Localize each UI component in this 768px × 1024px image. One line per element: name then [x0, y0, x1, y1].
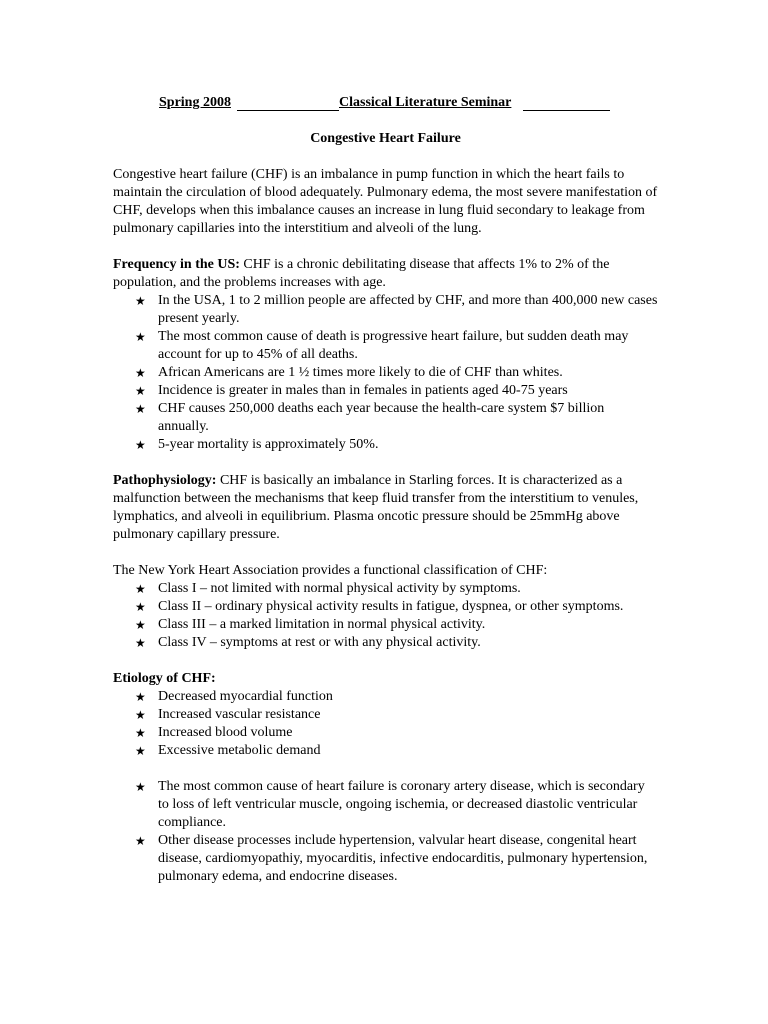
star-bullet-icon: ★	[135, 726, 146, 740]
list-item: ★ Incidence is greater in males than in females in patients aged 40-75 years	[135, 383, 568, 398]
star-bullet-icon: ★	[135, 330, 146, 344]
list-item: ★ Class I – not limited with normal physical activity by symptoms.	[135, 581, 521, 596]
star-bullet-icon: ★	[135, 438, 146, 452]
header-course: Classical Literature Seminar	[339, 95, 512, 110]
etiology-causes-list	[113, 778, 658, 886]
star-bullet-icon: ★	[135, 600, 146, 614]
nyha-intro: The New York Heart Association provides a functional classification of CHF:	[113, 563, 548, 578]
document-page	[113, 94, 658, 886]
star-bullet-icon: ★	[135, 636, 146, 650]
list-item: ★ 5-year mortality is approximately 50%.	[135, 437, 379, 452]
list-item: ★ The most common cause of death is progressive heart failure, but sudden death may account for up to 45% of all deaths.	[135, 329, 629, 362]
star-bullet-icon: ★	[135, 744, 146, 758]
header-underline-tail	[523, 110, 610, 111]
frequency-list	[113, 292, 658, 454]
nyha-list	[113, 580, 658, 652]
list-item: ★ Other disease processes include hypertension, valvular heart disease, congenital heart disease, cardiomyopathiy, myocarditis, infective endocarditis, pulmonary hypertension, pulmonary edema, and endocrine diseases.	[135, 833, 648, 884]
document-title: Congestive Heart Failure	[310, 131, 461, 146]
star-bullet-icon: ★	[135, 384, 146, 398]
list-item: ★ Increased blood volume	[135, 725, 293, 740]
list-item: ★ Decreased myocardial function	[135, 689, 333, 704]
star-bullet-icon: ★	[135, 366, 146, 380]
list-item: ★ CHF causes 250,000 deaths each year because the health-care system $7 billion annually.	[135, 401, 605, 434]
frequency-paragraph	[113, 256, 658, 292]
list-item: ★ Class IV – symptoms at rest or with any physical activity.	[135, 635, 481, 650]
list-item: ★ In the USA, 1 to 2 million people are affected by CHF, and more than 400,000 new cases present yearly.	[135, 293, 658, 326]
star-bullet-icon: ★	[135, 582, 146, 596]
etiology-heading: Etiology of CHF:	[113, 671, 216, 686]
spacer	[113, 760, 658, 778]
star-bullet-icon: ★	[135, 708, 146, 722]
etiology-list	[113, 688, 658, 760]
star-bullet-icon: ★	[135, 294, 146, 308]
frequency-text: CHF is a chronic debilitating disease that affects 1% to 2% of the population, and the problems increases with age.	[113, 257, 610, 290]
pathophysiology-heading: Pathophysiology:	[113, 473, 217, 488]
list-item: ★ The most common cause of heart failure is coronary artery disease, which is secondary to loss of left ventricular muscle, ongoing ischemia, or decreased diastolic ventricular compliance.	[135, 779, 645, 830]
pathophysiology-paragraph	[113, 472, 658, 544]
list-item: ★ Class III – a marked limitation in normal physical activity.	[135, 617, 486, 632]
pathophysiology-text: CHF is basically an imbalance in Starling forces. It is characterized as a malfunction between the mechanisms that keep fluid transfer from the interstitium to venules, lymphatics, and alveoli in equilibrium. Plasma oncotic pressure should be 25mmHg above pulmonary capillary pressure.	[113, 473, 639, 542]
star-bullet-icon: ★	[135, 834, 146, 848]
list-item: ★ Increased vascular resistance	[135, 707, 321, 722]
document-header	[113, 94, 658, 112]
header-underline-gap	[237, 110, 339, 111]
star-bullet-icon: ★	[135, 618, 146, 632]
list-item: ★ African Americans are 1 ½ times more likely to die of CHF than whites.	[135, 365, 563, 380]
star-bullet-icon: ★	[135, 402, 146, 416]
star-bullet-icon: ★	[135, 690, 146, 704]
intro-paragraph: Congestive heart failure (CHF) is an imbalance in pump function in which the heart fails to maintain the circulation of blood adequately. Pulmonary edema, the most severe manifestation of CHF, develops when this imbalance causes an increase in lung fluid secondary to leakage from pulmonary capillaries into the interstitium and alveoli of the lung.	[113, 167, 658, 236]
frequency-heading: Frequency in the US:	[113, 257, 240, 272]
header-term: Spring 2008	[159, 95, 231, 110]
list-item: ★ Excessive metabolic demand	[135, 743, 321, 758]
star-bullet-icon: ★	[135, 780, 146, 794]
list-item: ★ Class II – ordinary physical activity results in fatigue, dyspnea, or other symptoms.	[135, 599, 624, 614]
